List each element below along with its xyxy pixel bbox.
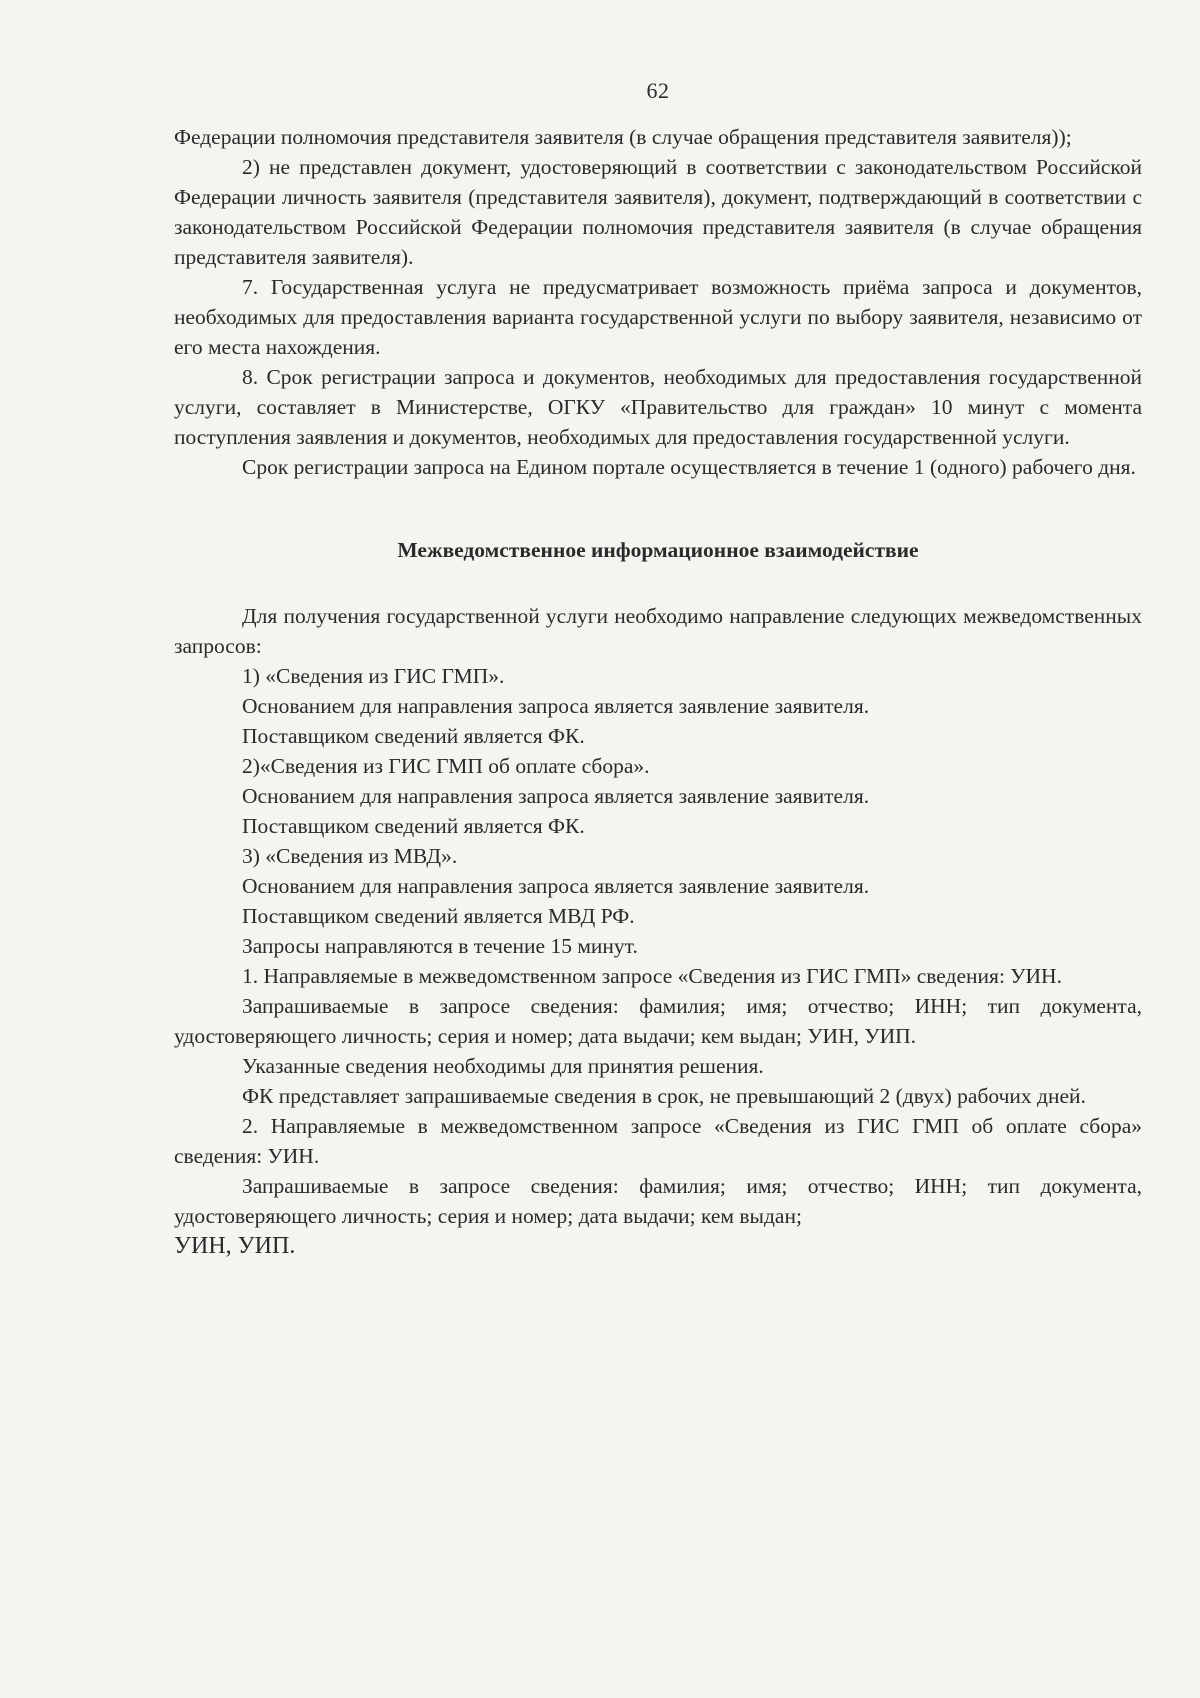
request-3-provider: Поставщиком сведений является МВД РФ. [242, 904, 635, 928]
paragraph-continuation: Федерации полномочия представителя заявителя (в случае обращения представителя заявителя)); [174, 125, 1072, 149]
request-2-title: 2)«Сведения из ГИС ГМП об оплате сбора». [242, 754, 650, 778]
paragraph-fk-term: ФК представляет запрашиваемые сведения в срок, не превышающий 2 (двух) рабочих дней. [242, 1084, 1086, 1108]
page-number: 62 [646, 78, 670, 103]
paragraph-request-2-fields: Запрашиваемые в запросе сведения: фамилия; имя; отчество; ИНН; тип документа, удостоверяющего личность; серия и номер; дата выдачи; кем выдан; [174, 1174, 1142, 1228]
paragraph-request-2-details: 2. Направляемые в межведомственном запросе «Сведения из ГИС ГМП об оплате сбора» сведения: УИН. [174, 1114, 1142, 1168]
request-2-basis: Основанием для направления запроса является заявление заявителя. [242, 784, 870, 808]
paragraph-request-1-fields: Запрашиваемые в запросе сведения: фамилия; имя; отчество; ИНН; тип документа, удостоверяющего личность; серия и номер; дата выдачи; кем выдан; УИН, УИП. [174, 994, 1142, 1048]
section-heading: Межведомственное информационное взаимодействие [397, 538, 919, 562]
request-3-basis: Основанием для направления запроса является заявление заявителя. [242, 874, 870, 898]
paragraph-request-2-fields-end: УИН, УИП. [174, 1233, 296, 1259]
paragraph-item-2: 2) не представлен документ, удостоверяющий в соответствии с законодательством Российской Федерации личность заявителя (представителя заявителя), документ, подтверждающий в соответствии с законодательством Российской Федерации полномочия представителя заявителя (в случае обращения представителя заявителя). [174, 155, 1142, 269]
paragraph-registration-term: Срок регистрации запроса на Едином портале осуществляется в течение 1 (одного) рабочего дня. [242, 455, 1136, 479]
paragraph-request-1-details: 1. Направляемые в межведомственном запросе «Сведения из ГИС ГМП» сведения: УИН. [242, 964, 1062, 988]
paragraph-item-7: 7. Государственная услуга не предусматривает возможность приёма запроса и документов, необходимых для предоставления варианта государственной услуги по выбору заявителя, независимо от его места нахождения. [174, 275, 1142, 359]
request-1-provider: Поставщиком сведений является ФК. [242, 724, 585, 748]
request-3-title: 3) «Сведения из МВД». [242, 844, 458, 868]
request-1-title: 1) «Сведения из ГИС ГМП». [242, 664, 505, 688]
request-timing: Запросы направляются в течение 15 минут. [242, 934, 638, 958]
request-2-provider: Поставщиком сведений является ФК. [242, 814, 585, 838]
paragraph-intro: Для получения государственной услуги необходимо направление следующих межведомственных запросов: [174, 604, 1142, 658]
paragraph-item-8: 8. Срок регистрации запроса и документов, необходимых для предоставления государственной услуги, составляет в Министерстве, ОГКУ «Правительство для граждан» 10 минут с момента поступления заявления и документов, необходимых для предоставления государственной услуги. [174, 365, 1142, 449]
paragraph-decision-note: Указанные сведения необходимы для принятия решения. [242, 1054, 764, 1078]
request-1-basis: Основанием для направления запроса является заявление заявителя. [242, 694, 870, 718]
